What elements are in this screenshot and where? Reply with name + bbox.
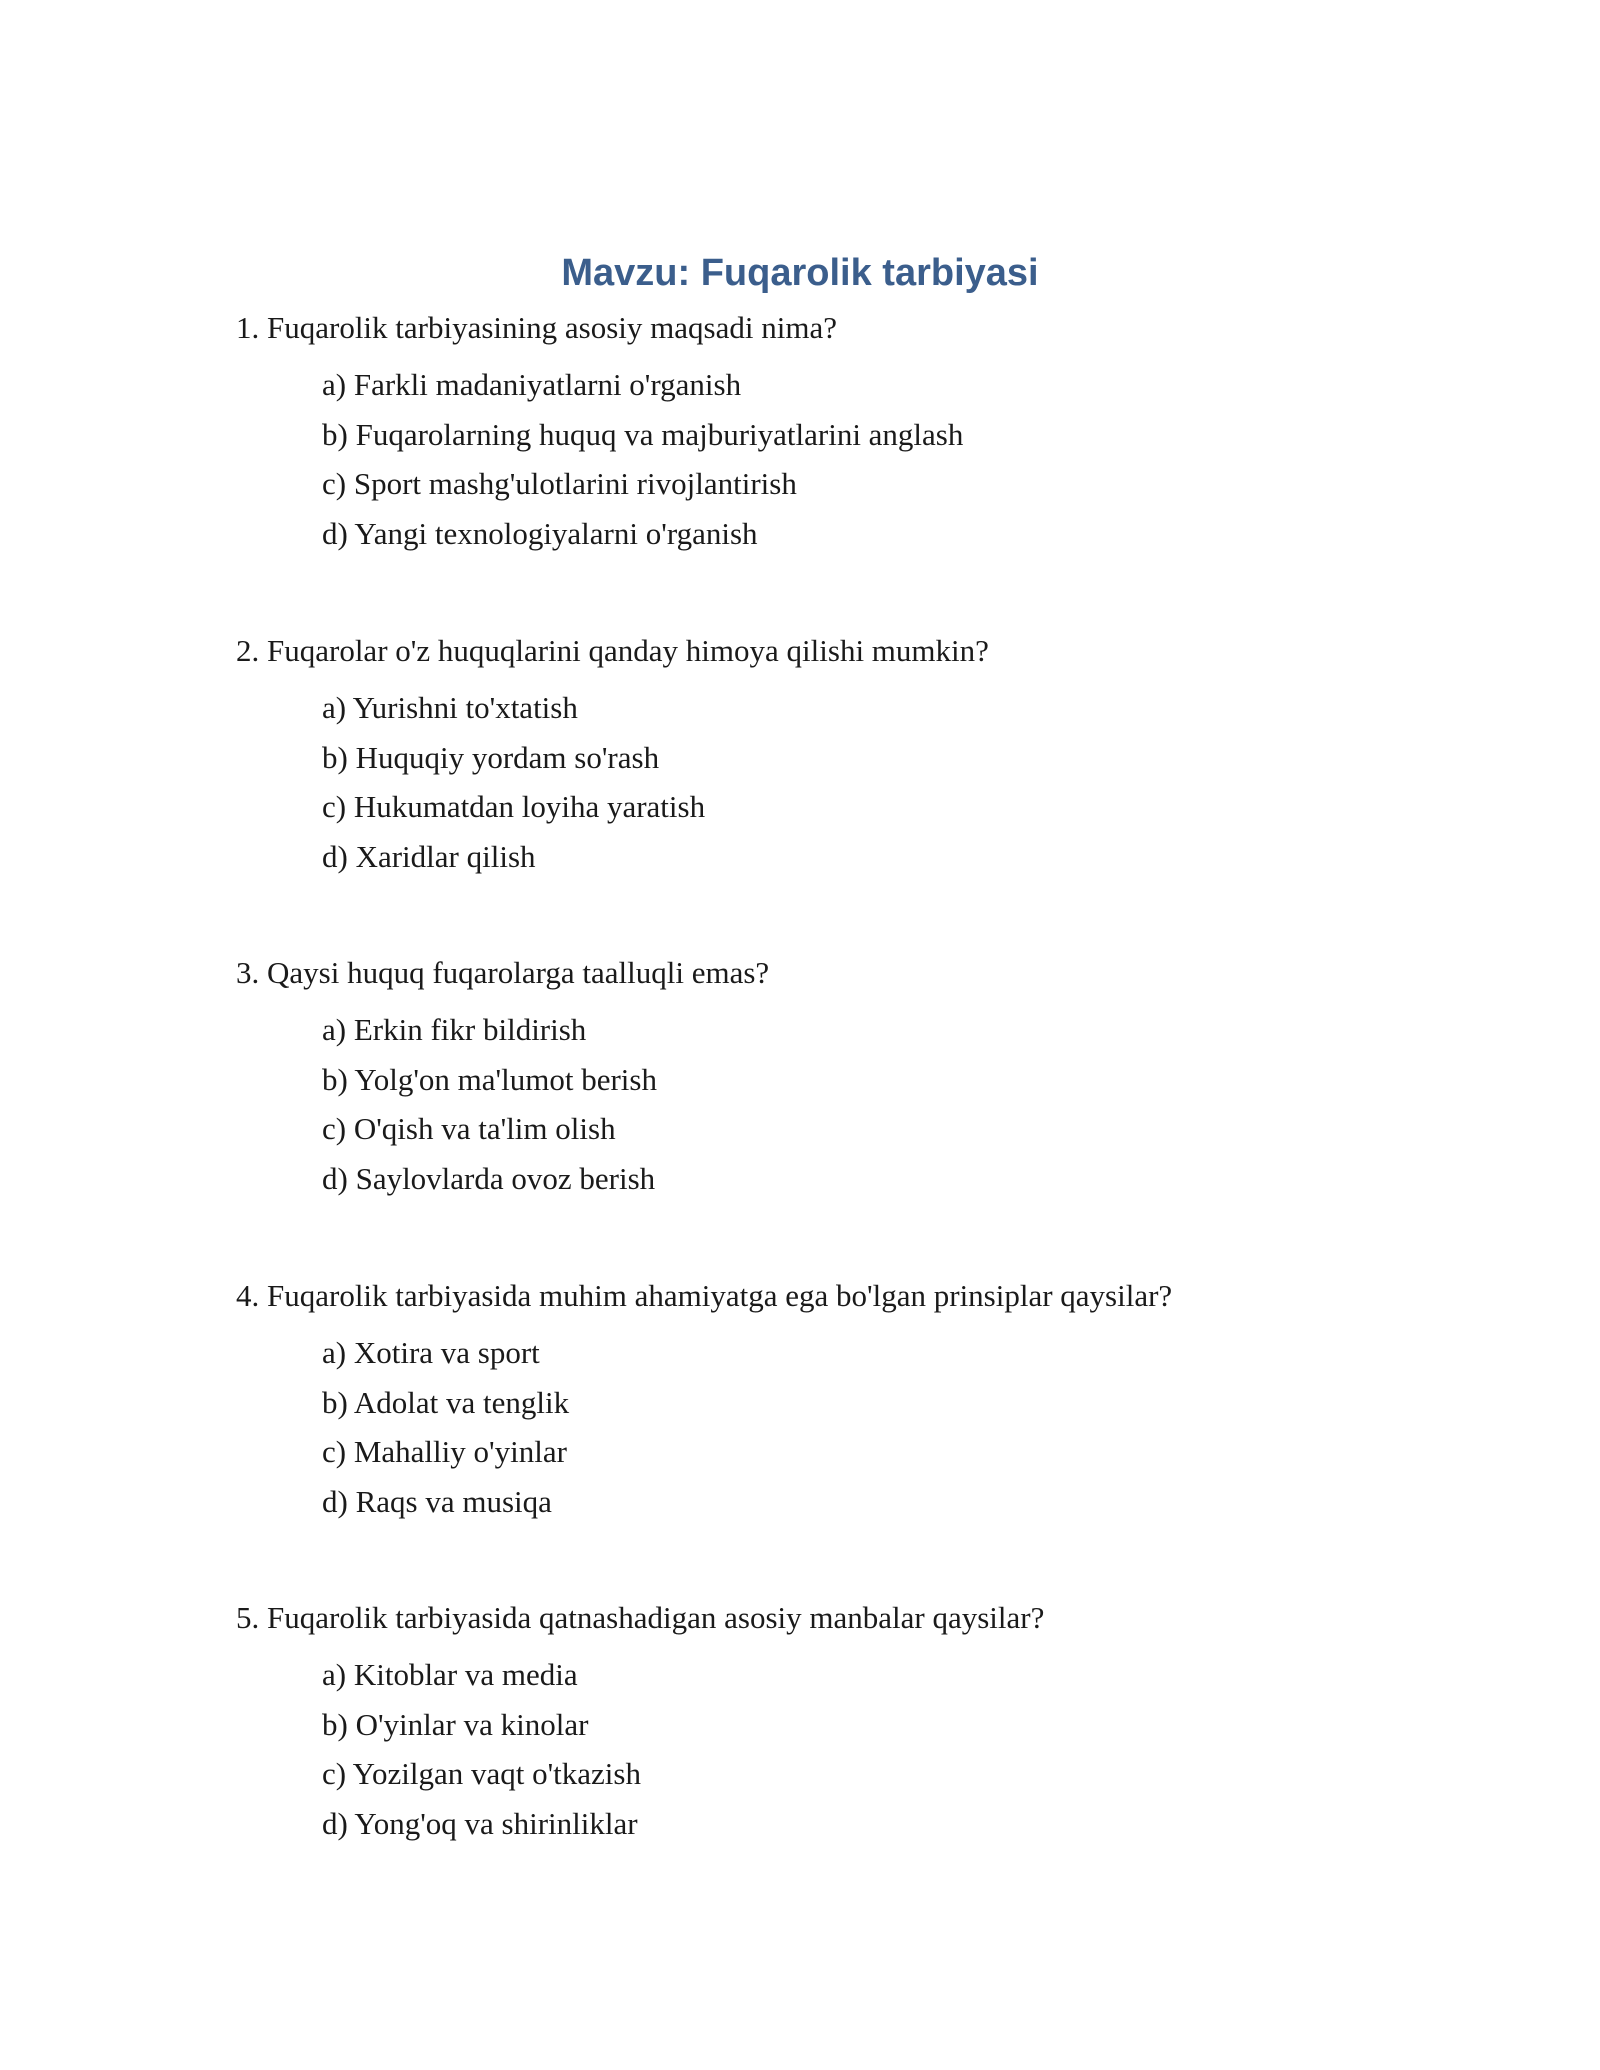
question-3 [236,953,1436,1208]
answer-options [236,688,1436,877]
question-1 [236,308,1436,563]
option-c: c) Sport mashg'ulotlarini rivojlantirish [322,466,797,501]
answer-options [236,365,1436,554]
answer-options [236,1010,1436,1199]
question-2 [236,631,1436,886]
option-b: b) Fuqarolarning huquq va majburiyatlarini anglash [322,416,964,452]
option-c: c) Yozilgan vaqt o'tkazish [322,1756,641,1791]
question-text: 2. Fuqarolar o'z huquqlarini qanday himoya qilishi mumkin? [236,633,989,668]
option-d: d) Saylovlarda ovoz berish [322,1160,656,1196]
option-b: b) Adolat va tenglik [322,1384,570,1420]
option-a: a) Kitoblar va media [322,1657,578,1692]
option-c: c) O'qish va ta'lim olish [322,1111,616,1146]
page-title: Mavzu: Fuqarolik tarbiyasi [561,252,1039,294]
question-5 [236,1598,1436,1853]
option-a: a) Yurishni to'xtatish [322,690,578,725]
question-text: 5. Fuqarolik tarbiyasida qatnashadigan asosiy manbalar qaysilar? [236,1600,1045,1635]
option-b: b) O'yinlar va kinolar [322,1706,589,1742]
question-text: 1. Fuqarolik tarbiyasining asosiy maqsadi nima? [236,310,837,345]
option-d: d) Raqs va musiqa [322,1483,552,1519]
option-c: c) Mahalliy o'yinlar [322,1434,567,1469]
option-d: d) Yangi texnologiyalarni o'rganish [322,515,758,551]
option-a: a) Erkin fikr bildirish [322,1012,587,1047]
option-b: b) Yolg'on ma'lumot berish [322,1061,657,1097]
option-d: d) Xaridlar qilish [322,838,536,874]
question-text: 4. Fuqarolik tarbiyasida muhim ahamiyatga ega bo'lgan prinsiplar qaysilar? [236,1278,1173,1313]
answer-options [236,1655,1436,1844]
option-d: d) Yong'oq va shirinliklar [322,1805,638,1841]
question-text: 3. Qaysi huquq fuqarolarga taalluqli emas? [236,955,770,990]
question-4 [236,1276,1436,1531]
answer-options [236,1333,1436,1522]
option-a: a) Xotira va sport [322,1335,540,1370]
option-b: b) Huquqiy yordam so'rash [322,739,660,775]
option-a: a) Farkli madaniyatlarni o'rganish [322,367,742,402]
option-c: c) Hukumatdan loyiha yaratish [322,789,706,824]
